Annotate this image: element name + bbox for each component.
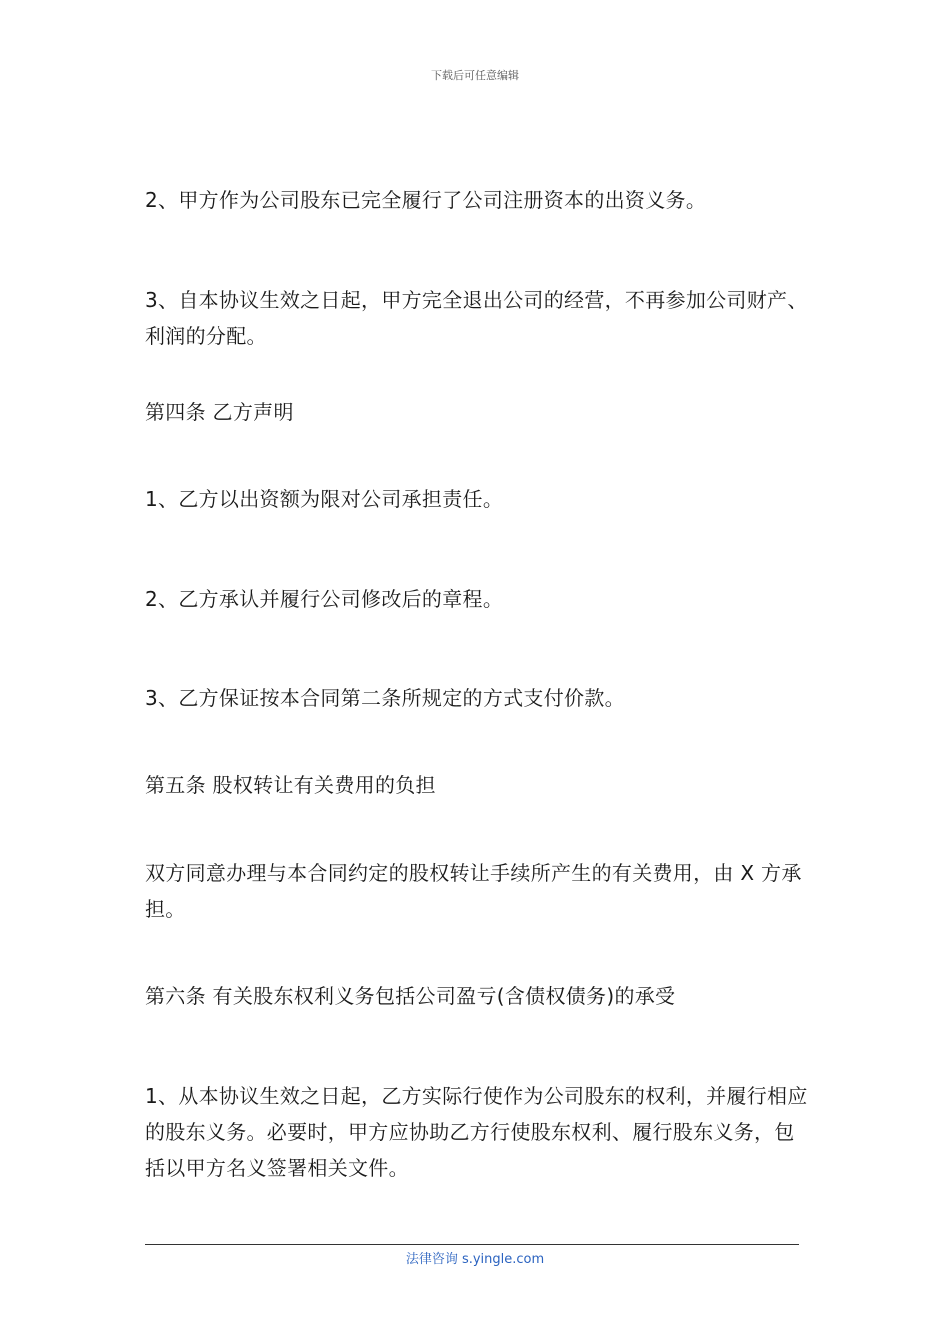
- paragraph-art6-item1: 1、从本协议生效之日起，乙方实际行使作为公司股东的权利，并履行相应的股东义务。必要时，甲方应协助乙方行使股东权利、履行股东义务，包括以甲方名义签署相关文件。: [145, 1084, 808, 1180]
- paragraph-art4-item1: 1、乙方以出资额为限对公司承担责任。: [145, 487, 504, 511]
- footer-link[interactable]: 法律咨询 s.yingle.com: [405, 1252, 545, 1267]
- section-heading-article-5: 第五条 股权转让有关费用的负担: [145, 773, 436, 797]
- section-heading-article-4: 第四条 乙方声明: [145, 400, 294, 424]
- paragraph-art3-item3: 3、自本协议生效之日起，甲方完全退出公司的经营，不再参加公司财产、利润的分配。: [145, 288, 808, 348]
- section-heading-article-6: 第六条 有关股东权利义务包括公司盈亏(含债权债务)的承受: [145, 984, 676, 1008]
- paragraph-art4-item2: 2、乙方承认并履行公司修改后的章程。: [145, 587, 504, 611]
- paragraph-art3-item2: 2、甲方作为公司股东已完全履行了公司注册资本的出资义务。: [145, 188, 707, 212]
- header-note: 下载后可任意编辑: [431, 69, 519, 82]
- paragraph-art5-body: 双方同意办理与本合同约定的股权转让手续所产生的有关费用，由 X 方承担。: [145, 861, 802, 921]
- footer-divider: [145, 1244, 799, 1245]
- paragraph-art4-item3: 3、乙方保证按本合同第二条所规定的方式支付价款。: [145, 686, 625, 710]
